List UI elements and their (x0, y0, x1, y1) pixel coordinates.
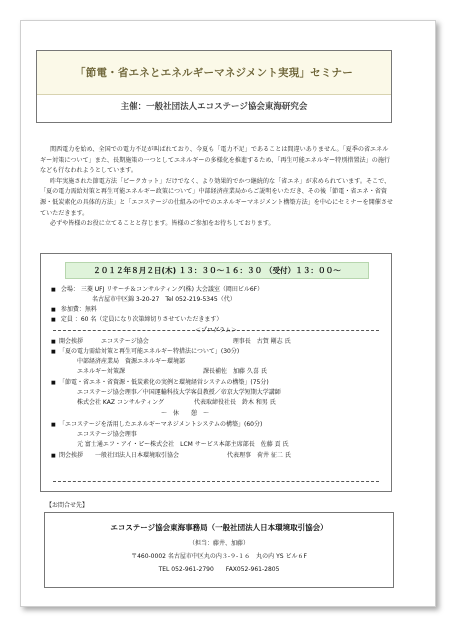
event-info-box (40, 253, 392, 492)
program-item (77, 358, 185, 366)
program-item-text: 株式会社 KAZ コンサルティング 代表取締役社長 鈴木 和男 氏 (77, 399, 276, 406)
intro-paragraph: 関西電力を始め、全国での電力不足が叫ばれており、今夏も「電力不足」であることは間違いありません。「夏季の省エネルギー対策について」また、長期施策の一つとしてエネルギーの多様化を推進するため、「再生可能エネルギー特別措置法」の施行なども行なわれようとしています。 (40, 146, 391, 175)
program-item (161, 410, 209, 418)
venue-label: 会場： (60, 286, 79, 293)
contact-label: 【お問合せ先】 (46, 502, 89, 509)
program-item-text: エコステージ協会理事／中国運輸科技大学客員教授／帝京大学短期大学講師 (77, 389, 281, 396)
fee: 参加費：無料 (60, 306, 97, 313)
capacity-row (51, 316, 222, 324)
bullet-icon: ■ (51, 422, 56, 428)
program-item-text: 「夏の電力需給対策と再生可能エネルギー特措法について」(30分) (59, 348, 240, 355)
program-item (77, 368, 267, 376)
bullet-icon: ■ (51, 349, 56, 355)
program-item (77, 389, 281, 397)
program-item (51, 421, 262, 429)
program-item-text: エネルギー対策課 課長補佐 加藤 久喜 氏 (77, 368, 267, 375)
program-item-text: 〜 休 憩 〜 (161, 410, 210, 417)
bullet-icon: ■ (51, 287, 56, 293)
program-item (51, 379, 269, 387)
contact-org: エコステージ協会東海事務局（一般社団法人日本環境取引協会） (110, 523, 328, 532)
program-item (77, 441, 289, 449)
program-label: ＜プログラム＞ (195, 327, 237, 334)
program-item-text: 開会挨拶 エコステージ協会 理事長 古賀 剛志 氏 (59, 338, 291, 345)
program-item (77, 431, 137, 439)
bullet-icon: ■ (51, 317, 56, 323)
contact-phone: TEL 052-961-2790 FAX052-961-2805 (158, 566, 280, 573)
program-item (51, 338, 291, 346)
seminar-title: 「節電・省エネとエネルギーマネジメント実現」セミナー (75, 67, 353, 79)
contact-address: 〒460-0002 名古屋市中区丸の内３-９-１６ 丸の内 YS ビル６F (131, 553, 307, 560)
program-item-text: 「エコステージを活用したエネルギーマネジメントシステムの構築」(60分) (59, 421, 263, 428)
bullet-icon: ■ (51, 339, 56, 345)
bullet-icon: ■ (51, 453, 56, 459)
intro-text (40, 145, 394, 230)
program-item (51, 348, 239, 356)
title-box (36, 50, 392, 123)
capacity: 定員 ：60 名（定員になり次第締切りさせていただきます） (60, 316, 223, 323)
program-item (51, 452, 291, 460)
intro-paragraph: 必ずや皆様のお役に立てることと存じます。皆様のご参加をお待ちしております。 (50, 220, 275, 228)
bullet-icon: ■ (51, 307, 56, 313)
program-item (77, 399, 276, 407)
program-item-text: エコステージ協会理事 (77, 431, 137, 438)
fee-row (51, 306, 97, 314)
program-item-text: 「節電・省エネ・省資源・低炭素化の実例と環境経営システムの構築」(75分) (59, 379, 269, 386)
organizer: 主催：一般社団法人エコステージ協会東海研究会 (120, 102, 308, 112)
contact-persons: （担当：藤井、加藤） (188, 540, 249, 547)
program-item-text: 中部経済産業局 資源エネルギー環境部 (77, 358, 186, 365)
event-date: ２０１２年８月２日(木) １３：３０〜１６：３０ （受付）１３：００〜 (65, 262, 369, 279)
bullet-icon: ■ (51, 380, 56, 386)
program-item-text: 閉会挨拶 一般社団法人日本環境取引協会 代表理事 荷井 征二 氏 (59, 452, 291, 459)
venue-address: 名古屋市中区錦 3-20-27 Tel 052-219-5345（代） (92, 296, 236, 303)
divider (53, 481, 379, 482)
contact-box (44, 512, 394, 588)
venue-row (51, 286, 263, 294)
venue-name: 三菱 UFJ リサーチ＆コンサルティング(株) 大会議室（岡田ビル6F） (80, 286, 264, 293)
program-item-text: 元 富士通エフ・アイ・ピー株式会社 LCM サービス本部主席部長 佐藤 貢 氏 (77, 441, 289, 448)
intro-paragraph: 昨年実施された節電方法「ピークカット」だけでなく、より効果的でかつ継続的な「省エネ」が求められています。そこで、「夏の電力需給対策と再生可能エネルギー政策について」中部経済産業局からご説明をいただき、その後「節電・省エネ・省資源・低炭素化の具体的方法」と「エコステージの仕組みの中でのエネルギーマネジメント構築方法」を中心にセミナーを開催させていただきます。 (40, 177, 394, 217)
